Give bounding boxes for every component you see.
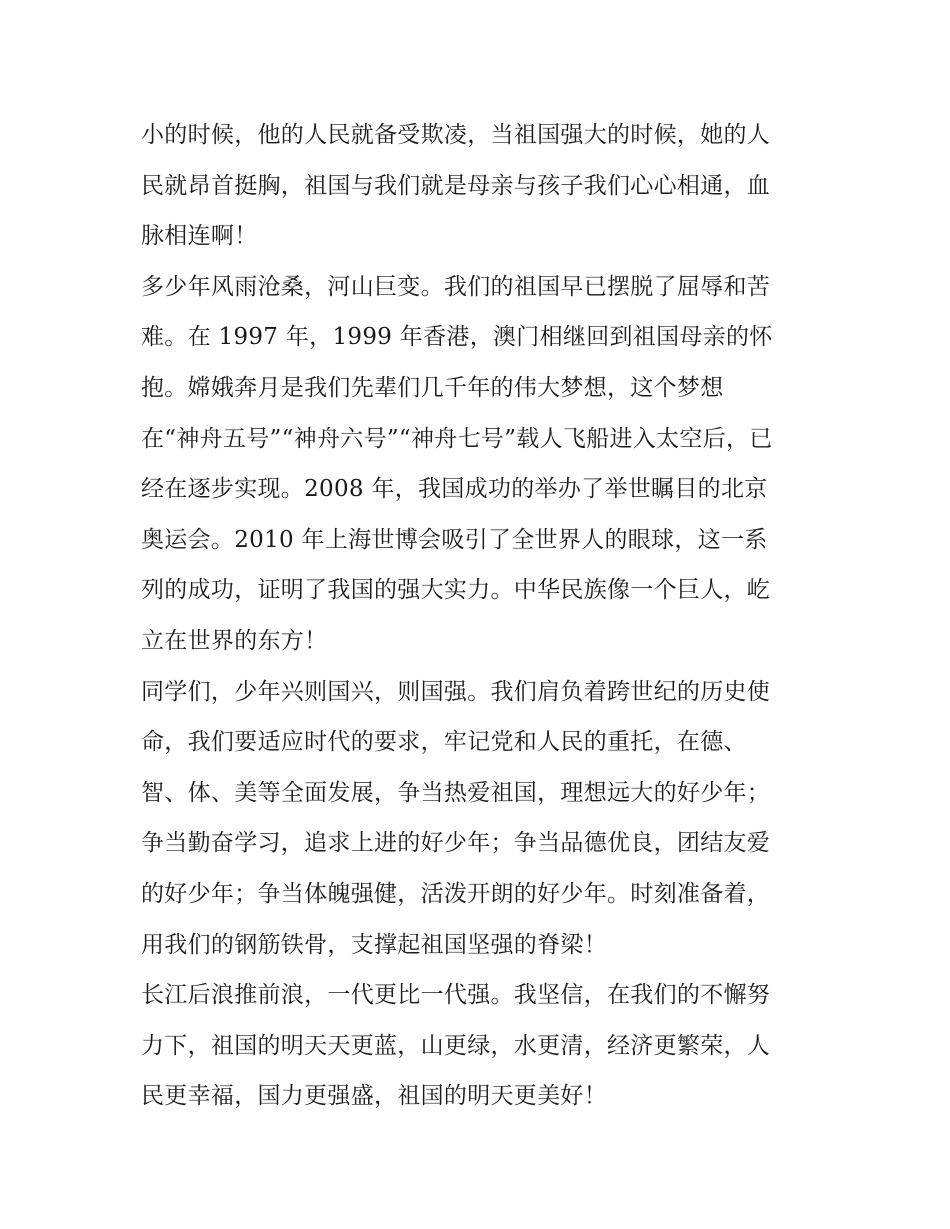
text-line: 争当勤奋学习，追求上进的好少年；争当品德优良，团结友爱: [141, 830, 771, 857]
text-line: 用我们的钢筋铁骨，支撑起祖国坚强的脊梁！: [141, 931, 607, 958]
body-text: [141, 110, 821, 1122]
text-line: 小的时候，他的人民就备受欺凌，当祖国强大的时候，她的人: [141, 122, 771, 148]
text-line: 难。在 1997 年，1999 年香港，澳门相继回到祖国母亲的怀: [141, 324, 773, 351]
text-line: 力下，祖国的明天天更蓝，山更绿，水更清，经济更繁荣，人: [141, 1032, 771, 1059]
text-line: 多少年风雨沧桑，河山巨变。我们的祖国早已摆脱了屈辱和苦: [141, 273, 771, 300]
text-line: 同学们，少年兴则国兴，则国强。我们肩负着跨世纪的历史使: [141, 678, 771, 705]
text-line: 民更幸福，国力更强盛，祖国的明天更美好！: [141, 1083, 607, 1110]
text-line: 的好少年；争当体魄强健，活泼开朗的好少年。时刻准备着，: [141, 880, 771, 907]
text-line: 列的成功，证明了我国的强大实力。中华民族像一个巨人，屹: [141, 577, 771, 604]
text-line: 民就昂首挺胸，祖国与我们就是母亲与孩子我们心心相通，血: [141, 172, 771, 199]
text-line: 立在世界的东方！: [141, 627, 328, 654]
text-line: 在“神舟五号”“神舟六号”“神舟七号”载人飞船进入太空后，已: [141, 425, 773, 452]
text-line: 长江后浪推前浪，一代更比一代强。我坚信，在我们的不懈努: [141, 982, 771, 1009]
text-line: 命，我们要适应时代的要求，牢记党和人民的重托，在德、: [141, 729, 747, 756]
text-line: 脉相连啊！: [141, 223, 258, 250]
text-line: 智、体、美等全面发展，争当热爱祖国，理想远大的好少年；: [141, 779, 771, 806]
text-line: 抱。嫦娥奔月是我们先辈们几千年的伟大梦想，这个梦想: [141, 374, 724, 401]
text-line: 经在逐步实现。2008 年，我国成功的举办了举世瞩目的北京: [141, 476, 768, 503]
text-line: 奥运会。2010 年上海世博会吸引了全世界人的眼球，这一系: [141, 526, 768, 553]
